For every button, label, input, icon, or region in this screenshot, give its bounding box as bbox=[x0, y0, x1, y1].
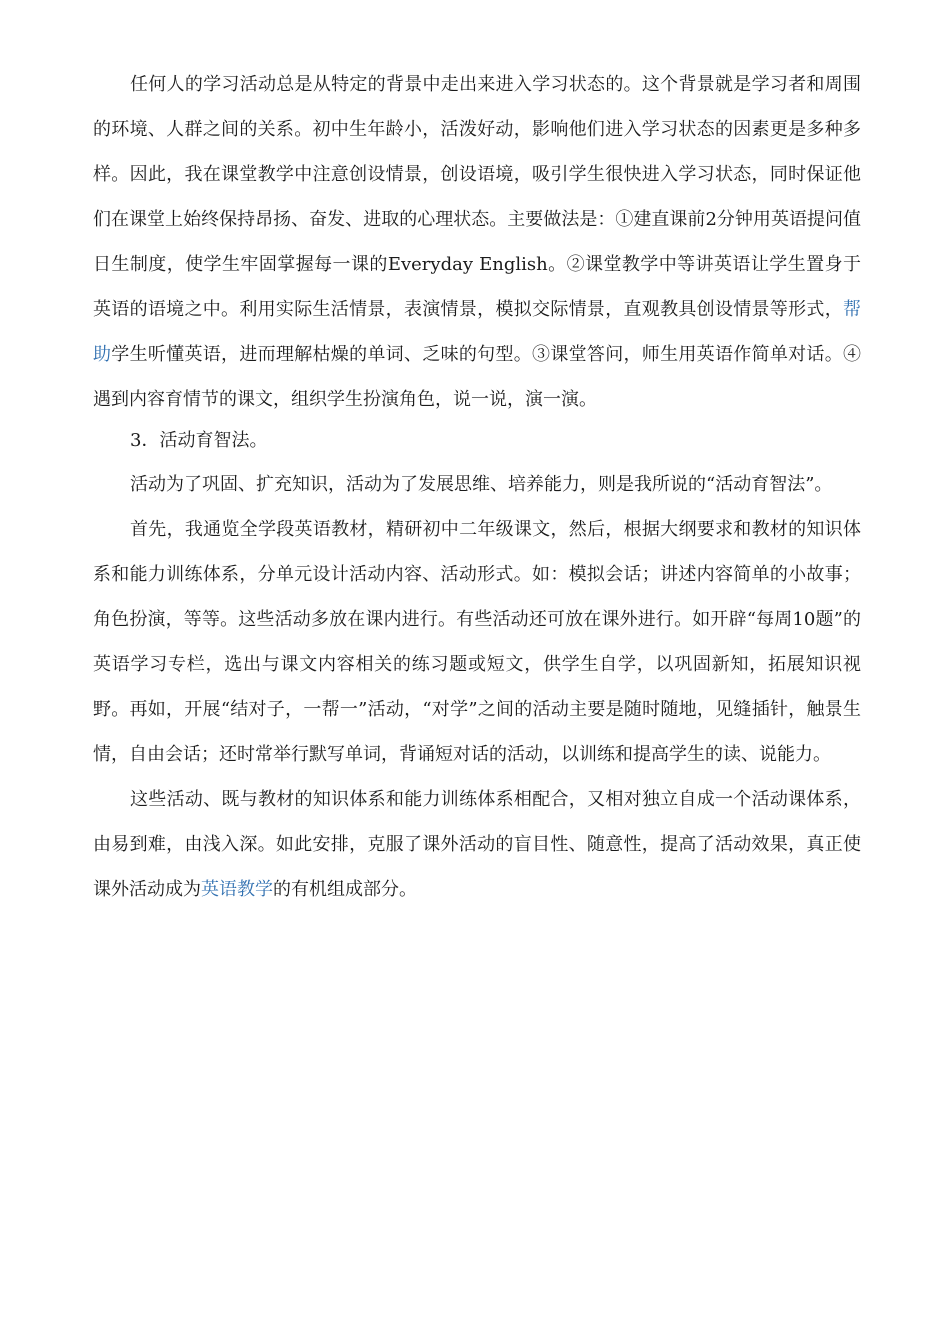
link-help[interactable]: 帮助 bbox=[93, 299, 861, 365]
paragraph-activity-design: 首先，我通览全学段英语教材，精研初中二年级课文，然后，根据大纲要求和教材的知识体系和能力训练体系，分单元设计活动内容、活动形式。如：模拟会话；讲述内容简单的小故事；角色扮演，等等。这些活动多放在课内进行。有些活动还可放在课外进行。如开辟“每周10题”的英语学习专栏，选出与课文内容相关的练习题或短文，供学生自学，以巩固新知，拓展知识视野。再如，开展“结对子，一帮一”活动，“对学”之间的活动主要是随时随地，见缝插针，触景生情，自由会话；还时常举行默写单词，背诵短对话的活动，以训练和提高学生的读、说能力。 bbox=[93, 519, 861, 765]
paragraph-intro-text-2: 学生听懂英语，进而理解枯燥的单词、乏味的句型。③课堂答问，师生用英语作简单对话。④遇到内容育情节的课文，组织学生扮演角色，说一说，演一演。 bbox=[93, 344, 861, 410]
paragraph-activity-purpose: 活动为了巩固、扩充知识，活动为了发展思维、培养能力，则是我所说的“活动育智法”。 bbox=[130, 474, 833, 495]
paragraph-intro-text-1: 任何人的学习活动总是从特定的背景中走出来进入学习状态的。这个背景就是学习者和周围的环境、人群之间的关系。初中生年龄小，活泼好动，影响他们进入学习状态的因素更是多种多样。因此，我在课堂教学中注意创设情景，创设语境，吸引学生很快进入学习状态，同时保证他们在课堂上始终保持昂扬、奋发、进取的心理状态。主要做法是：①建直课前2分钟用英语提问值日生制度，使学生牢固掌握每一课的Everyday English。②课堂教学中等讲英语让学生置身于英语的语境之中。利用实际生活情景，表演情景，模拟交际情景，直观教具创设情景等形式， bbox=[93, 74, 861, 320]
paragraph-conclusion bbox=[93, 777, 861, 912]
link-english-teaching[interactable]: 英语教学 bbox=[201, 879, 273, 900]
paragraph-intro bbox=[93, 62, 861, 422]
section-heading: 3．活动育智法。 bbox=[130, 430, 268, 451]
paragraph-conclusion-text-1: 这些活动、既与教材的知识体系和能力训练体系相配合，又相对独立自成一个活动课体系，由易到难，由浅入深。如此安排，克服了课外活动的盲目性、随意性，提高了活动效果，真正使课外活动成为 bbox=[93, 789, 861, 900]
document-page bbox=[93, 62, 861, 912]
paragraph-conclusion-text-2: 的有机组成部分。 bbox=[273, 879, 417, 900]
